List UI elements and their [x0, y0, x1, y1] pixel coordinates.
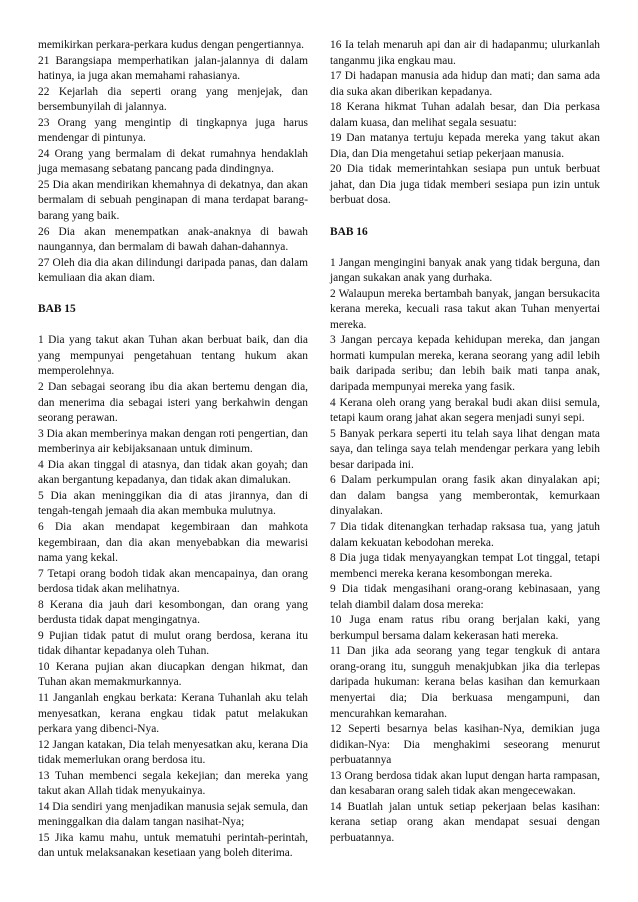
- verse-paragraph: 12 Jangan katakan, Dia telah menyesatkan aku, kerana Dia tidak memerlukan orang berdosa itu.: [38, 738, 308, 767]
- verse-paragraph: 17 Di hadapan manusia ada hidup dan mati; dan sama ada dia suka akan diberikan kepadanya.: [330, 70, 600, 98]
- verse-paragraph: 14 Dia sendiri yang menjadikan manusia sejak semula, dan meninggalkan dia dalam tangan nasihat-Nya;: [38, 800, 308, 829]
- verse-paragraph: 6 Dalam perkumpulan orang fasik akan dinyalakan api; dan dalam bangsa yang memberontak, kemurkaan dinyalakan.: [330, 474, 600, 518]
- verse-paragraph: 4 Kerana oleh orang yang berakal budi akan diisi semula, tetapi kaum orang jahat akan segera menjadi sunyi sepi.: [330, 396, 600, 425]
- verse-paragraph: 9 Pujian tidak patut di mulut orang berdosa, kerana itu tidak dihantar kepadanya oleh Tuhan.: [38, 629, 308, 658]
- verse-paragraph: 26 Dia akan menempatkan anak-anaknya di bawah naungannya, dan bermalam di bawah dahan-dahannya.: [38, 225, 308, 254]
- verse-paragraph: 8 Dia juga tidak menyayangkan tempat Lot tinggal, tetapi membenci mereka kerana kesombongan mereka.: [330, 552, 600, 580]
- verse-paragraph: 25 Dia akan mendirikan khemahnya di dekatnya, dan akan bermalam di sebuah penginapan di mana terdapat barang-barang yang baik.: [38, 178, 308, 223]
- verse-paragraph: 27 Oleh dia dia akan dilindungi daripada panas, dan dalam kemuliaan dia akan diam.: [38, 256, 308, 285]
- verse-paragraph: 23 Orang yang mengintip di tingkapnya juga harus mendengar di pintunya.: [38, 116, 308, 145]
- verse-paragraph: 24 Orang yang bermalam di dekat rumahnya hendaklah juga memasang sebatang pancang pada dindingnya.: [38, 147, 308, 176]
- verse-paragraph: 11 Janganlah engkau berkata: Kerana Tuhanlah aku telah menyesatkan, kerana engkau tidak patut melakukan perkara yang dibenci-Nya.: [38, 691, 308, 736]
- verse-paragraph: 10 Kerana pujian akan diucapkan dengan hikmat, dan Tuhan akan memakmurkannya.: [38, 660, 308, 689]
- verse-paragraph: 18 Kerana hikmat Tuhan adalah besar, dan Dia perkasa dalam kuasa, dan melihat segala sesuatu:: [330, 101, 600, 129]
- verse-paragraph: 1 Jangan mengingini banyak anak yang tidak berguna, dan jangan sukakan anak yang durhaka.: [330, 256, 600, 285]
- verse-paragraph: 5 Banyak perkara seperti itu telah saya lihat dengan mata saya, dan telinga saya telah mendengar perkara yang lebih besar daripada ini.: [330, 427, 600, 471]
- chapter-heading: BAB 16: [330, 225, 368, 238]
- verse-paragraph: 21 Barangsiapa memperhatikan jalan-jalannya di dalam hatinya, ia juga akan memahami rahasianya.: [38, 54, 308, 83]
- verse-paragraph: 7 Dia tidak ditenangkan terhadap raksasa tua, yang jatuh dalam kekuatan kebodohan mereka.: [330, 520, 600, 549]
- verse-paragraph: 13 Tuhan membenci segala kekejian; dan mereka yang takut akan Allah tidak menyukainya.: [38, 769, 308, 798]
- verse-paragraph: 19 Dan matanya tertuju kepada mereka yang takut akan Dia, dan Dia mengetahui setiap pekerjaan manusia.: [330, 132, 600, 160]
- paragraph-spacer: [330, 240, 600, 256]
- verse-paragraph: memikirkan perkara-perkara kudus dengan pengertiannya.: [38, 39, 304, 51]
- verse-paragraph: 1 Dia yang takut akan Tuhan akan berbuat baik, dan dia yang mempunyai pengetahuan tentang hukum akan memperolehnya.: [38, 334, 308, 378]
- verse-paragraph: 6 Dia akan mendapat kegembiraan dan mahkota kegembiraan, dan dia akan menyebabkan dia mewarisi nama yang kekal.: [38, 520, 308, 565]
- verse-paragraph: 13 Orang berdosa tidak akan luput dengan harta rampasan, dan kesabaran orang saleh tidak akan mengecewakan.: [330, 769, 600, 798]
- verse-paragraph: 16 Ia telah menaruh api dan air di hadapanmu; ulurkanlah tanganmu jika engkau mau.: [330, 39, 600, 67]
- paragraph-spacer: [330, 209, 600, 225]
- verse-paragraph: 7 Tetapi orang bodoh tidak akan mencapainya, dan orang berdosa tidak akan melihatnya.: [38, 567, 308, 596]
- verse-paragraph: 15 Jika kamu mahu, untuk mematuhi perintah-perintah, dan untuk melaksanakan kesetiaan yang boleh diterima.: [38, 831, 308, 860]
- verse-paragraph: 11 Dan jika ada seorang yang tegar tengkuk di antara orang-orang itu, sungguh menakjubkan jika dia terlepas daripada hukuman: kerana belas kasihan dan kemurkaan menyertai dia; Dia berkuasa mengampuni, dan mencurahkan kemarahan.: [330, 645, 600, 720]
- verse-paragraph: 12 Seperti besarnya belas kasihan-Nya, demikian juga didikan-Nya: Dia menghakimi seseorang menurut perbuatannya: [330, 723, 600, 767]
- right-column: [330, 38, 600, 846]
- verse-paragraph: 8 Kerana dia jauh dari kesombongan, dan orang yang berdusta tidak dapat mengingatnya.: [38, 598, 308, 627]
- verse-paragraph: 2 Walaupun mereka bertambah banyak, jangan bersukacita kerana mereka, kecuali rasa takut akan Tuhan menyertai mereka.: [330, 287, 600, 331]
- verse-paragraph: 3 Jangan percaya kepada kehidupan mereka, dan jangan hormati kumpulan mereka, kerana seorang yang adil lebih baik daripada seribu; dan lebih baik mati tanpa anak, daripada mempunyai mereka yang fasik.: [330, 334, 600, 394]
- verse-paragraph: 4 Dia akan tinggal di atasnya, dan tidak akan goyah; dan akan bergantung kepadanya, dan tidak akan dimalukan.: [38, 458, 308, 487]
- verse-paragraph: 10 Juga enam ratus ribu orang berjalan kaki, yang berkumpul bersama dalam kekerasan hati mereka.: [330, 614, 600, 642]
- verse-paragraph: 20 Dia tidak memerintahkan sesiapa pun untuk berbuat jahat, dan Dia juga tidak memberi sesiapa pun izin untuk berbuat dosa.: [330, 163, 600, 207]
- verse-paragraph: 3 Dia akan memberinya makan dengan roti pengertian, dan memberinya air kebijaksanaan untuk diminum.: [38, 427, 308, 456]
- verse-paragraph: 2 Dan sebagai seorang ibu dia akan bertemu dengan dia, dan menerima dia sebagai isteri yang berkahwin dengan seorang perawan.: [38, 381, 308, 425]
- verse-paragraph: 5 Dia akan meninggikan dia di atas jirannya, dan di tengah-tengah jemaah dia akan membuka mulutnya.: [38, 489, 308, 518]
- verse-paragraph: 22 Kejarlah dia seperti orang yang menjejak, dan bersembunyilah di jalannya.: [38, 85, 308, 114]
- verse-paragraph: 9 Dia tidak mengasihani orang-orang kebinasaan, yang telah diambil dalam dosa mereka:: [330, 583, 600, 611]
- chapter-heading: BAB 15: [38, 303, 76, 316]
- paragraph-spacer: [38, 287, 308, 303]
- verse-paragraph: 14 Buatlah jalan untuk setiap pekerjaan belas kasihan: kerana setiap orang akan mendapat sesuai dengan perbuatannya.: [330, 800, 600, 844]
- paragraph-spacer: [38, 318, 308, 334]
- left-column: [38, 38, 308, 862]
